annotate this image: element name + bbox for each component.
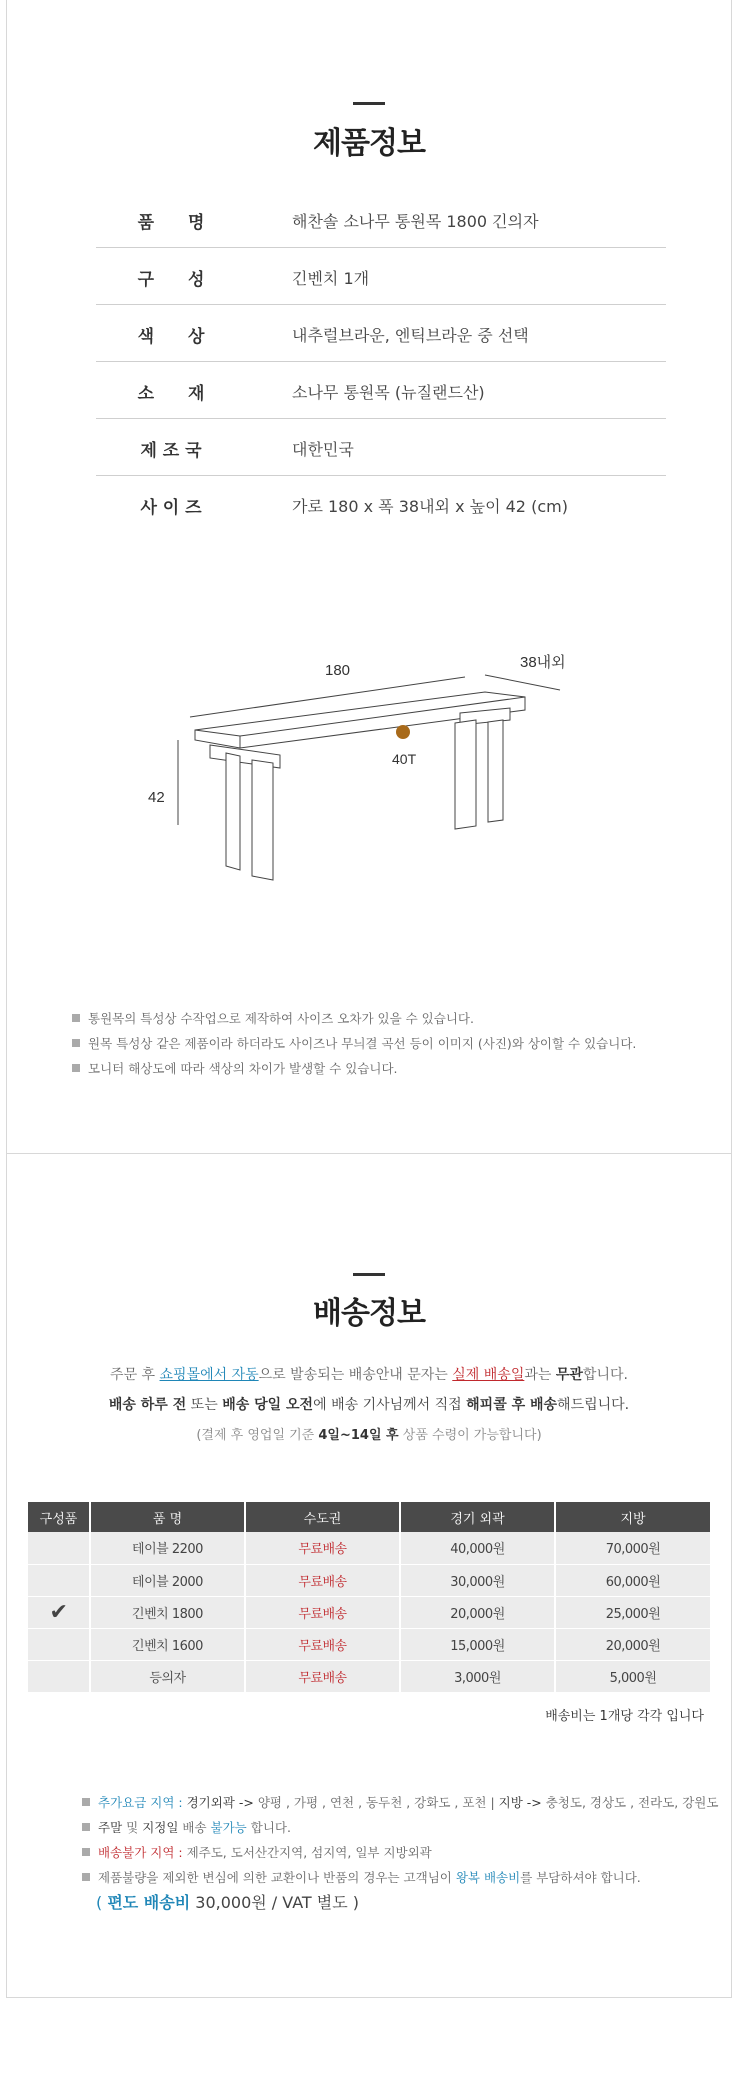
spec-label: 색 상 — [137, 327, 205, 347]
text: 배송불가 지역 : — [98, 1845, 183, 1860]
shipping-line-3 — [0, 1424, 738, 1443]
bench-dimension-drawing — [140, 650, 600, 900]
table-cell: 15,000원 — [400, 1628, 555, 1660]
text: 4일~14일 후 — [318, 1428, 399, 1443]
text: 배송 하루 전 — [108, 1397, 187, 1413]
bench-leg — [226, 753, 240, 870]
product-info-title: 제품정보 — [313, 126, 425, 161]
length-label: 180 — [325, 662, 351, 679]
depth-dimension-line — [485, 675, 560, 690]
text: 무관 — [555, 1367, 583, 1383]
text: 또는 — [186, 1397, 223, 1413]
table-cell: 25,000원 — [555, 1596, 710, 1628]
check-cell — [28, 1564, 90, 1596]
text: 과는 — [524, 1367, 556, 1383]
table-cell: 20,000원 — [555, 1628, 710, 1660]
shipping-line-1 — [0, 1364, 738, 1384]
table-cell: 20,000원 — [400, 1596, 555, 1628]
table-cell: 30,000원 — [400, 1564, 555, 1596]
text: 에 배송 기사님께서 직접 — [313, 1397, 467, 1413]
spec-label: 품 명 — [137, 213, 205, 233]
text: 경기외곽 -> — [182, 1795, 258, 1810]
spec-row — [96, 476, 666, 533]
table-header: 지방 — [555, 1502, 710, 1532]
spec-row — [96, 362, 666, 419]
table-cell: 60,000원 — [555, 1564, 710, 1596]
check-cell — [28, 1532, 90, 1564]
spec-label: 구 성 — [137, 270, 205, 290]
spec-row — [96, 248, 666, 305]
one-way-shipping-fee — [96, 1890, 359, 1913]
text: 주문 후 — [110, 1367, 160, 1383]
depth-label: 38내외 — [520, 654, 566, 671]
text: 으로 발송되는 배송안내 문자는 — [258, 1367, 453, 1383]
note-item — [80, 1865, 718, 1890]
table-row — [28, 1564, 710, 1596]
check-cell — [28, 1628, 90, 1660]
table-header-row — [28, 1502, 710, 1532]
text: ( — [96, 1893, 108, 1912]
note-item: 모니터 해상도에 따라 색상의 차이가 발생할 수 있습니다. — [70, 1056, 636, 1081]
table-cell: 5,000원 — [555, 1660, 710, 1692]
thickness-label: 40T — [392, 751, 417, 767]
text: 30,000원 / VAT 별도 ) — [190, 1893, 360, 1912]
text: 주말 — [98, 1820, 123, 1835]
spec-value: 가로 180 x 폭 38내외 x 높이 42 (cm) — [292, 497, 568, 516]
table-header: 구성품 — [28, 1502, 90, 1532]
spec-value: 긴벤치 1개 — [292, 269, 370, 288]
table-cell: 무료배송 — [245, 1628, 400, 1660]
text: 해피콜 후 배송 — [466, 1397, 558, 1413]
bench-leg — [488, 720, 503, 822]
table-cell: 3,000원 — [400, 1660, 555, 1692]
text: 제주도, 도서산간지역, 섬지역, 일부 지방외곽 — [182, 1845, 432, 1860]
shipping-fee-table — [28, 1502, 710, 1693]
table-cell: 70,000원 — [555, 1532, 710, 1564]
spec-row — [96, 419, 666, 476]
spec-table — [96, 191, 666, 533]
product-notes — [70, 1006, 636, 1081]
shipping-extra-notes — [80, 1790, 718, 1890]
text: 해드립니다. — [557, 1397, 630, 1413]
text: 합니다. — [582, 1367, 628, 1383]
spec-value: 내추럴브라운, 엔틱브라운 중 선택 — [292, 326, 529, 345]
text: 실제 배송일 — [452, 1367, 525, 1383]
text: 충청도, 경상도 , 전라도, 강원도 — [545, 1795, 719, 1810]
table-header: 수도권 — [245, 1502, 400, 1532]
spec-value: 소나무 통원목 (뉴질랜드산) — [292, 383, 485, 402]
text: 합니다. — [246, 1820, 291, 1835]
bench-leg — [455, 720, 476, 829]
text: 상품 수령이 가능합니다) — [398, 1428, 542, 1443]
note-item: 원목 특성상 같은 제품이라 하더라도 사이즈나 무늬결 곡선 등이 이미지 (사진)와 상이할 수 있습니다. — [70, 1031, 636, 1056]
table-row — [28, 1532, 710, 1564]
spec-label: 사 이 즈 — [140, 498, 202, 518]
text: 추가요금 지역 : — [98, 1795, 183, 1810]
note-item — [80, 1790, 718, 1815]
table-cell: 테이블 2200 — [90, 1532, 245, 1564]
table-cell: 긴벤치 1800 — [90, 1596, 245, 1628]
note-item — [80, 1815, 718, 1840]
table-cell: 긴벤치 1600 — [90, 1628, 245, 1660]
table-cell: 등의자 — [90, 1660, 245, 1692]
table-cell: 무료배송 — [245, 1532, 400, 1564]
title-bar — [353, 102, 385, 105]
text: 양평 , 가평 , 연천 , 동두천 , 강화도 , 포천 | — [257, 1795, 499, 1810]
text: 쇼핑몰에서 자동 — [159, 1367, 259, 1383]
spec-row — [96, 305, 666, 362]
table-cell: 40,000원 — [400, 1532, 555, 1564]
text: 불가능 — [210, 1820, 247, 1835]
spec-row — [96, 191, 666, 248]
spec-label: 소 재 — [137, 384, 205, 404]
text: 제품불량을 제외한 변심에 의한 교환이나 반품의 경우는 고객님이 — [98, 1870, 456, 1885]
text: 지정일 — [142, 1820, 179, 1835]
text: 및 — [122, 1820, 143, 1835]
title-bar — [353, 1273, 385, 1276]
check-cell — [28, 1660, 90, 1692]
text: 왕복 배송비 — [455, 1870, 521, 1885]
table-header: 품 명 — [90, 1502, 245, 1532]
table-row — [28, 1660, 710, 1692]
section-divider — [6, 1153, 732, 1154]
text: 배송 — [178, 1820, 211, 1835]
table-header: 경기 외곽 — [400, 1502, 555, 1532]
note-item: 통원목의 특성상 수작업으로 제작하여 사이즈 오차가 있을 수 있습니다. — [70, 1006, 636, 1031]
table-cell: 무료배송 — [245, 1564, 400, 1596]
text: 지방 -> — [498, 1795, 546, 1810]
text: 배송 당일 오전 — [222, 1397, 314, 1413]
spec-label: 제 조 국 — [140, 441, 202, 461]
bench-leg — [252, 760, 273, 880]
shipping-table-note: 배송비는 1개당 각각 입니다 — [545, 1709, 704, 1724]
text: 편도 배송비 — [107, 1893, 191, 1912]
table-cell: 테이블 2000 — [90, 1564, 245, 1596]
table-cell: 무료배송 — [245, 1660, 400, 1692]
text: (결제 후 영업일 기준 — [196, 1428, 319, 1443]
checkmark-icon: ✔ — [28, 1596, 90, 1628]
height-label: 42 — [148, 789, 165, 806]
text: 를 부담하셔야 합니다. — [520, 1870, 641, 1885]
spec-value: 대한민국 — [292, 440, 354, 459]
table-cell: 무료배송 — [245, 1596, 400, 1628]
table-row — [28, 1596, 710, 1628]
spec-value: 해찬솔 소나무 통원목 1800 긴의자 — [292, 212, 539, 231]
shipping-info-title: 배송정보 — [313, 1296, 425, 1331]
table-row — [28, 1628, 710, 1660]
note-item — [80, 1840, 718, 1865]
thickness-marker — [396, 725, 410, 739]
shipping-line-2 — [0, 1394, 738, 1414]
